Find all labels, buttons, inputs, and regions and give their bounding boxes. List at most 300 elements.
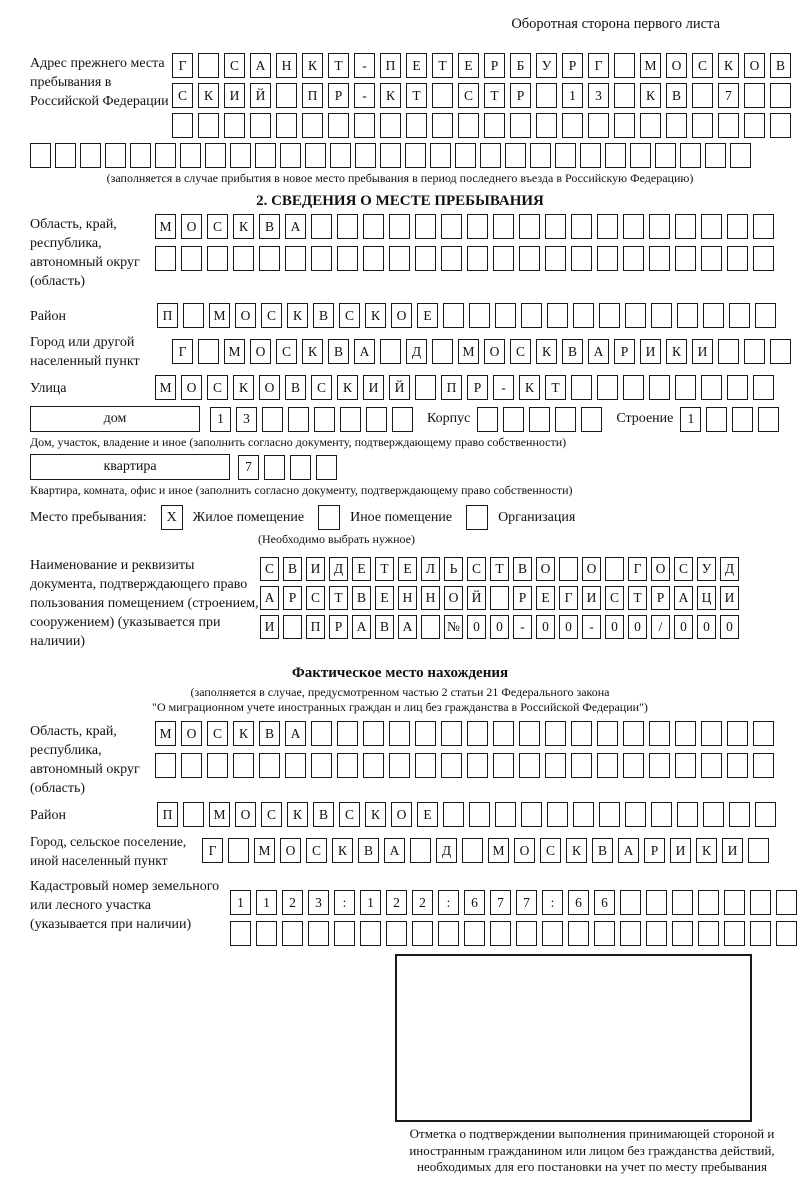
- form-cell: [493, 721, 514, 746]
- form-cell: [620, 921, 641, 946]
- form-cell: [280, 143, 301, 168]
- form-cell: К: [696, 838, 717, 863]
- form-cell: [389, 753, 410, 778]
- form-cell: [536, 83, 557, 108]
- form-cell: [441, 246, 462, 271]
- form-cell: В: [592, 838, 613, 863]
- form-cell: [233, 246, 254, 271]
- form-cell: [646, 921, 667, 946]
- form-cell: [155, 246, 176, 271]
- form-cell: С: [510, 339, 531, 364]
- form-cell: С: [605, 586, 624, 610]
- form-cell: [430, 143, 451, 168]
- form-cell: Н: [421, 586, 440, 610]
- form-cell: Н: [398, 586, 417, 610]
- form-cell: [724, 921, 745, 946]
- form-cell: О: [181, 721, 202, 746]
- cell-row: [260, 615, 739, 639]
- cell-row: [172, 113, 791, 138]
- form-cell: И: [224, 83, 245, 108]
- form-cell: 3: [236, 407, 257, 432]
- form-cell: С: [207, 375, 228, 400]
- cell-row: [155, 721, 774, 746]
- form-cell: [677, 802, 698, 827]
- form-cell: [493, 753, 514, 778]
- form-cell: И: [363, 375, 384, 400]
- form-cell: [675, 246, 696, 271]
- form-cell: В: [285, 375, 306, 400]
- form-cell: Т: [432, 53, 453, 78]
- form-cell: П: [157, 802, 178, 827]
- form-cell: О: [391, 303, 412, 328]
- form-cell: [380, 143, 401, 168]
- form-cell: М: [224, 339, 245, 364]
- form-cell: М: [209, 802, 230, 827]
- form-cell: 7: [238, 455, 259, 480]
- form-cell: [625, 802, 646, 827]
- form-cell: [493, 246, 514, 271]
- apartment-caption: Квартира, комната, офис и иное (заполнить согласно документу, подтверждающему право собственности): [30, 483, 573, 497]
- form-cell: В: [283, 557, 302, 581]
- form-cell: [614, 53, 635, 78]
- form-cell: 0: [490, 615, 509, 639]
- form-cell: [562, 113, 583, 138]
- form-cell: [753, 721, 774, 746]
- form-cell: [542, 921, 563, 946]
- form-cell: -: [493, 375, 514, 400]
- form-cell: [701, 214, 722, 239]
- form-cell: [580, 143, 601, 168]
- form-cell: [672, 890, 693, 915]
- form-cell: [259, 246, 280, 271]
- form-cell: [405, 143, 426, 168]
- form-cell: [521, 802, 542, 827]
- form-cell: А: [250, 53, 271, 78]
- form-cell: [380, 339, 401, 364]
- actual-district-field: [30, 802, 770, 827]
- form-cell: [649, 753, 670, 778]
- form-cell: 0: [605, 615, 624, 639]
- form-cell: В: [313, 303, 334, 328]
- form-cell: /: [651, 615, 670, 639]
- form-cell: [701, 246, 722, 271]
- form-cell: [412, 921, 433, 946]
- form-cell: 1: [562, 83, 583, 108]
- form-cell: 0: [720, 615, 739, 639]
- form-cell: [495, 802, 516, 827]
- form-cell: Й: [250, 83, 271, 108]
- actual-region-label: Область, край, республика, автономный округ (область): [30, 724, 140, 796]
- form-cell: [519, 246, 540, 271]
- form-cell: [458, 113, 479, 138]
- form-cell: П: [302, 83, 323, 108]
- form-cell: С: [261, 303, 282, 328]
- form-cell: Д: [329, 557, 348, 581]
- form-cell: Р: [644, 838, 665, 863]
- form-cell: [380, 113, 401, 138]
- form-cell: [655, 143, 676, 168]
- form-cell: [770, 83, 791, 108]
- form-cell: Р: [510, 83, 531, 108]
- form-cell: К: [287, 303, 308, 328]
- form-cell: [311, 214, 332, 239]
- cell-row: [155, 753, 774, 778]
- form-cell: [467, 246, 488, 271]
- form-cell: [573, 303, 594, 328]
- form-cell: [571, 721, 592, 746]
- prev-address-overflow-row: [30, 143, 770, 168]
- form-cell: [623, 246, 644, 271]
- form-cell: [547, 303, 568, 328]
- form-cell: [467, 214, 488, 239]
- form-cell: Д: [720, 557, 739, 581]
- form-cell: Г: [172, 53, 193, 78]
- form-cell: Р: [513, 586, 532, 610]
- form-cell: К: [233, 214, 254, 239]
- form-cell: 1: [680, 407, 701, 432]
- form-cell: [536, 113, 557, 138]
- prev-address-field: [30, 53, 785, 138]
- form-cell: 0: [628, 615, 647, 639]
- form-cell: [753, 375, 774, 400]
- form-cell: [750, 890, 771, 915]
- stroenie-cells: [680, 407, 779, 432]
- form-cell: Р: [467, 375, 488, 400]
- form-cell: [646, 890, 667, 915]
- house-row: [30, 406, 770, 432]
- apartment-row: [30, 454, 770, 480]
- form-cell: Е: [398, 557, 417, 581]
- form-cell: А: [285, 721, 306, 746]
- form-cell: [588, 113, 609, 138]
- form-cell: [703, 802, 724, 827]
- form-cell: [311, 721, 332, 746]
- form-cell: [701, 753, 722, 778]
- form-cell: В: [666, 83, 687, 108]
- form-cell: К: [198, 83, 219, 108]
- form-cell: С: [306, 586, 325, 610]
- document-label: Наименование и реквизиты документа, подтверждающего право пользования помещением (строением, сооружением) (указывается при наличии): [30, 558, 259, 649]
- document-field: [30, 555, 770, 651]
- actual-region-field: [30, 721, 770, 798]
- form-cell: [283, 615, 302, 639]
- form-cell: 2: [412, 890, 433, 915]
- form-cell: Й: [389, 375, 410, 400]
- form-cell: [675, 214, 696, 239]
- form-cell: У: [697, 557, 716, 581]
- form-cell: [727, 375, 748, 400]
- form-cell: К: [380, 83, 401, 108]
- stroenie-label: Строение: [616, 411, 674, 426]
- form-cell: [415, 721, 436, 746]
- form-cell: О: [391, 802, 412, 827]
- form-cell: [477, 407, 498, 432]
- form-cell: [770, 113, 791, 138]
- form-cell: Р: [651, 586, 670, 610]
- form-cell: В: [328, 339, 349, 364]
- form-cell: Е: [417, 303, 438, 328]
- form-cell: Т: [406, 83, 427, 108]
- form-cell: Г: [588, 53, 609, 78]
- form-cell: Р: [484, 53, 505, 78]
- form-cell: С: [260, 557, 279, 581]
- form-cell: [302, 113, 323, 138]
- form-cell: [568, 921, 589, 946]
- form-cell: [410, 838, 431, 863]
- form-cell: [649, 721, 670, 746]
- form-cell: [744, 339, 765, 364]
- form-cell: Т: [628, 586, 647, 610]
- form-cell: [285, 246, 306, 271]
- form-cell: 6: [568, 890, 589, 915]
- form-cell: С: [339, 802, 360, 827]
- house-caption: Дом, участок, владение и иное (заполнить согласно документу, подтверждающему право собственности): [30, 435, 567, 449]
- form-cell: [415, 246, 436, 271]
- cell-row: [155, 214, 774, 239]
- form-cell: К: [640, 83, 661, 108]
- form-cell: С: [467, 557, 486, 581]
- form-cell: У: [536, 53, 557, 78]
- stamp-caption: Отметка о подтверждении выполнения принимающей стороной и иностранным гражданином или лицом без гражданства действий, необходимых для его постановки на учет по месту пребывания: [409, 1126, 775, 1174]
- form-cell: [701, 375, 722, 400]
- form-cell: 0: [467, 615, 486, 639]
- form-cell: [224, 113, 245, 138]
- form-cell: [415, 753, 436, 778]
- form-cell: Г: [628, 557, 647, 581]
- form-cell: [519, 753, 540, 778]
- form-cell: [363, 246, 384, 271]
- form-cell: [545, 753, 566, 778]
- form-cell: [680, 143, 701, 168]
- form-cell: М: [209, 303, 230, 328]
- form-cell: А: [260, 586, 279, 610]
- form-cell: [330, 143, 351, 168]
- form-cell: [389, 246, 410, 271]
- form-cell: [328, 113, 349, 138]
- residence-option-label: Организация: [498, 509, 576, 525]
- form-cell: [464, 921, 485, 946]
- form-cell: [701, 721, 722, 746]
- form-cell: [438, 921, 459, 946]
- form-cell: [207, 246, 228, 271]
- form-cell: [443, 303, 464, 328]
- form-cell: [672, 921, 693, 946]
- form-cell: -: [582, 615, 601, 639]
- form-cell: [730, 143, 751, 168]
- form-cell: [363, 214, 384, 239]
- form-cell: О: [744, 53, 765, 78]
- form-cell: В: [259, 721, 280, 746]
- form-cell: [755, 802, 776, 827]
- prev-address-caption: (заполняется в случае прибытия в новое место пребывания в период последнего въезда в Российскую Федерацию): [106, 171, 694, 185]
- form-cell: [547, 802, 568, 827]
- form-cell: Г: [202, 838, 223, 863]
- actual-location-title: Фактическое место нахождения: [291, 665, 509, 681]
- form-cell: Г: [172, 339, 193, 364]
- form-cell: [467, 721, 488, 746]
- form-cell: [443, 802, 464, 827]
- form-cell: [386, 921, 407, 946]
- form-cell: [630, 143, 651, 168]
- form-cell: Р: [614, 339, 635, 364]
- form-cell: [363, 753, 384, 778]
- form-cell: Т: [484, 83, 505, 108]
- form-cell: [605, 143, 626, 168]
- form-cell: К: [332, 838, 353, 863]
- form-cell: Д: [406, 339, 427, 364]
- form-cell: [276, 113, 297, 138]
- form-cell: Т: [375, 557, 394, 581]
- form-cell: Й: [467, 586, 486, 610]
- form-cell: [334, 921, 355, 946]
- cell-row: [260, 557, 739, 581]
- prev-address-rows: [172, 53, 791, 138]
- form-cell: [571, 375, 592, 400]
- form-cell: А: [384, 838, 405, 863]
- form-cell: [484, 113, 505, 138]
- form-cell: О: [235, 802, 256, 827]
- form-cell: Г: [559, 586, 578, 610]
- form-cell: [597, 375, 618, 400]
- actual-district-label: Район: [30, 807, 66, 823]
- cell-row: [155, 375, 774, 400]
- cell-row: [230, 890, 797, 915]
- form-cell: [155, 753, 176, 778]
- form-cell: [675, 721, 696, 746]
- form-cell: [355, 143, 376, 168]
- form-cell: [490, 586, 509, 610]
- form-cell: Р: [562, 53, 583, 78]
- form-cell: [692, 113, 713, 138]
- form-cell: Т: [545, 375, 566, 400]
- form-cell: К: [365, 303, 386, 328]
- form-cell: [480, 143, 501, 168]
- form-cell: М: [155, 214, 176, 239]
- form-cell: [625, 303, 646, 328]
- city-label: Город или другой населенный пункт: [30, 335, 140, 369]
- form-cell: [55, 143, 76, 168]
- form-cell: [649, 246, 670, 271]
- form-cell: [441, 753, 462, 778]
- form-cell: [594, 921, 615, 946]
- form-cell: К: [666, 339, 687, 364]
- form-cell: [727, 214, 748, 239]
- form-cell: [545, 721, 566, 746]
- form-cell: О: [181, 214, 202, 239]
- form-cell: [605, 557, 624, 581]
- form-cell: С: [276, 339, 297, 364]
- form-cell: [392, 407, 413, 432]
- korpus-cells: [477, 407, 602, 432]
- form-cell: [519, 214, 540, 239]
- form-cell: [748, 838, 769, 863]
- form-cell: Д: [436, 838, 457, 863]
- cell-row: [260, 586, 739, 610]
- form-cell: В: [770, 53, 791, 78]
- form-cell: М: [254, 838, 275, 863]
- district-field: [30, 303, 770, 328]
- form-cell: [530, 143, 551, 168]
- apartment-number-cells: [238, 455, 337, 480]
- form-cell: А: [285, 214, 306, 239]
- form-cell: [519, 721, 540, 746]
- form-cell: [706, 407, 727, 432]
- form-cell: 3: [588, 83, 609, 108]
- form-cell: 1: [210, 407, 231, 432]
- form-cell: [421, 615, 440, 639]
- form-cell: О: [280, 838, 301, 863]
- form-cell: И: [306, 557, 325, 581]
- form-cell: [599, 802, 620, 827]
- form-cell: [727, 753, 748, 778]
- cell-row: [157, 303, 776, 328]
- form-cell: П: [441, 375, 462, 400]
- form-cell: [415, 214, 436, 239]
- form-cell: А: [618, 838, 639, 863]
- form-cell: Е: [375, 586, 394, 610]
- form-cell: :: [542, 890, 563, 915]
- form-cell: №: [444, 615, 463, 639]
- form-cell: [753, 214, 774, 239]
- form-cell: [337, 214, 358, 239]
- form-cell: 2: [282, 890, 303, 915]
- form-cell: [337, 721, 358, 746]
- form-cell: М: [488, 838, 509, 863]
- form-cell: К: [566, 838, 587, 863]
- form-cell: Е: [417, 802, 438, 827]
- form-cell: Р: [283, 586, 302, 610]
- form-cell: [181, 246, 202, 271]
- form-cell: С: [172, 83, 193, 108]
- residence-option-label: Жилое помещение: [192, 509, 305, 525]
- form-cell: [750, 921, 771, 946]
- form-cell: [80, 143, 101, 168]
- form-cell: [469, 802, 490, 827]
- form-cell: С: [306, 838, 327, 863]
- actual-location-caption-2: "О миграционном учете иностранных граждан и лиц без гражданства в Российской Федерации"): [152, 700, 648, 714]
- form-cell: [651, 802, 672, 827]
- street-label: Улица: [30, 380, 67, 396]
- form-cell: [675, 753, 696, 778]
- form-cell: Р: [328, 83, 349, 108]
- form-cell: [651, 303, 672, 328]
- form-cell: [441, 721, 462, 746]
- form-cell: [198, 339, 219, 364]
- cell-row: [172, 339, 791, 364]
- form-cell: [718, 113, 739, 138]
- form-cell: [753, 753, 774, 778]
- cell-row: [172, 83, 791, 108]
- cell-row: [172, 53, 791, 78]
- form-cell: [462, 838, 483, 863]
- form-cell: [677, 303, 698, 328]
- form-cell: [314, 407, 335, 432]
- form-cell: [228, 838, 249, 863]
- form-cell: Е: [536, 586, 555, 610]
- form-cell: И: [692, 339, 713, 364]
- form-cell: -: [513, 615, 532, 639]
- form-cell: М: [640, 53, 661, 78]
- form-cell: О: [484, 339, 505, 364]
- form-cell: Е: [406, 53, 427, 78]
- form-cell: [198, 53, 219, 78]
- form-cell: [620, 890, 641, 915]
- form-cell: [288, 407, 309, 432]
- apartment-type-box: квартира: [30, 454, 230, 480]
- form-cell: [698, 921, 719, 946]
- form-cell: Ц: [697, 586, 716, 610]
- korpus-label: Корпус: [427, 411, 471, 426]
